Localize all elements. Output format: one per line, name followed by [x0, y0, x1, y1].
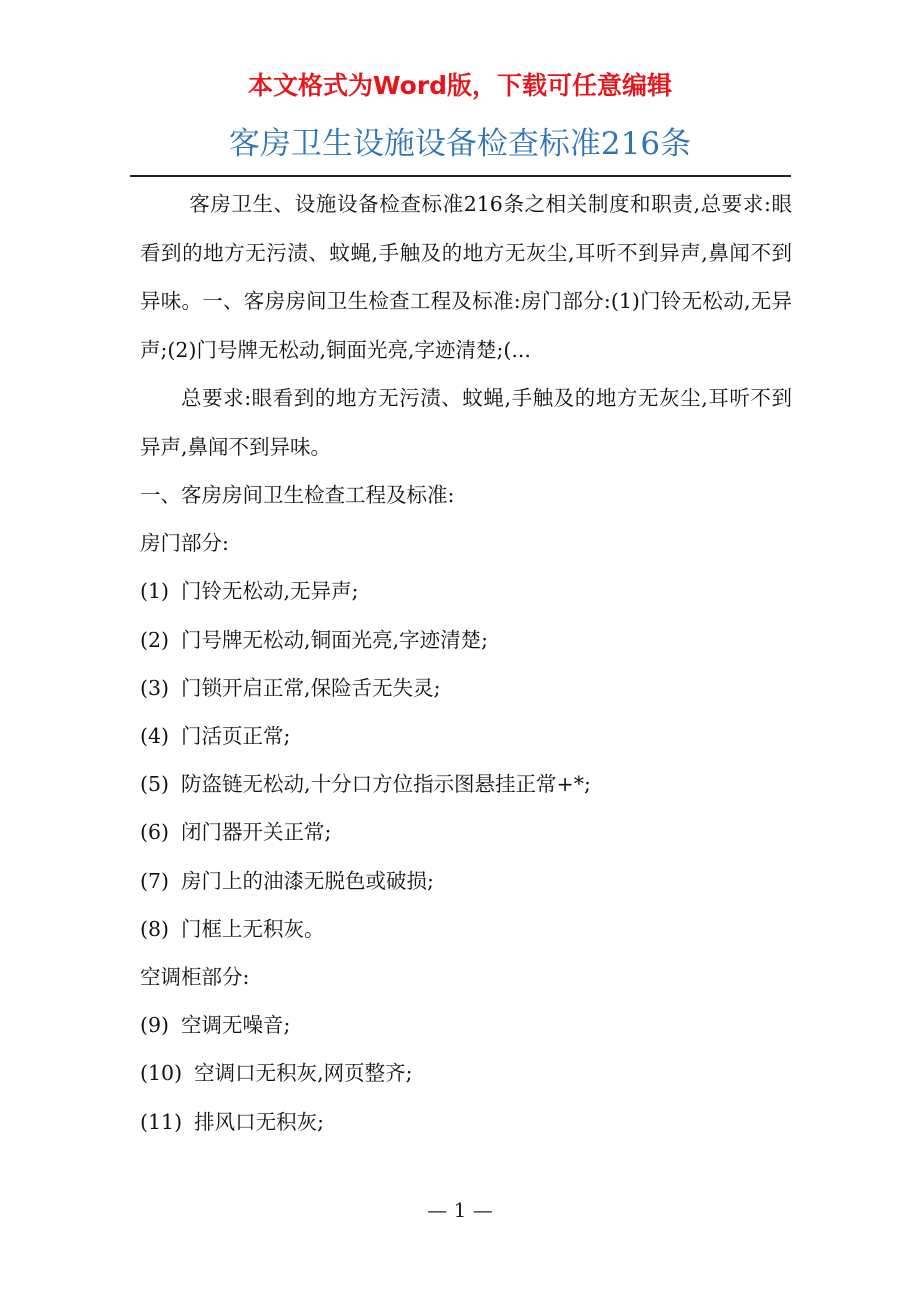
- item-text: 门框上无积灰。: [181, 916, 325, 941]
- list-item: [140, 1098, 792, 1146]
- document-body: [140, 180, 792, 1146]
- page-number: — 1 —: [427, 1198, 493, 1222]
- item-number: (2): [140, 627, 170, 652]
- list-item: [140, 664, 792, 712]
- editable-notice-banner: 本文格式为Word版，下载可任意编辑: [247, 71, 673, 100]
- item-number: (8): [140, 916, 170, 941]
- item-number: (6): [140, 820, 170, 845]
- requirement-paragraph: 总要求:眼看到的地方无污渍、蚊蝇,手触及的地方无灰尘,耳听不到异声,鼻闻不到异味。: [140, 386, 792, 459]
- document-title: 客房卫生设施设备检查标准216条: [228, 126, 692, 162]
- item-number: (10): [140, 1061, 183, 1086]
- list-item: [140, 760, 792, 808]
- item-number: (5): [140, 772, 170, 797]
- list-item: [140, 567, 792, 615]
- list-item: [140, 616, 792, 664]
- ac-section-heading: 空调柜部分:: [140, 965, 250, 990]
- item-text: 排风口无积灰;: [194, 1109, 325, 1134]
- item-text: 防盗链无松动,十分口方位指示图悬挂正常+*;: [181, 772, 591, 797]
- item-number: (1): [140, 579, 170, 604]
- item-text: 门铃无松动,无异声;: [181, 579, 359, 604]
- list-item: [140, 905, 792, 953]
- item-text: 空调无噪音;: [181, 1013, 291, 1038]
- item-number: (11): [140, 1109, 183, 1134]
- item-text: 门号牌无松动,铜面光亮,字迹清楚;: [181, 627, 488, 652]
- item-number: (4): [140, 724, 170, 749]
- title-divider: [130, 175, 791, 177]
- item-text: 空调口无积灰,网页整齐;: [194, 1061, 413, 1086]
- ac-items-list: [140, 1001, 792, 1146]
- list-item: [140, 1001, 792, 1049]
- list-item: [140, 1049, 792, 1097]
- item-text: 闭门器开关正常;: [181, 820, 332, 845]
- list-item: [140, 712, 792, 760]
- item-text: 门活页正常;: [181, 724, 291, 749]
- item-number: (7): [140, 868, 170, 893]
- summary-paragraph: 客房卫生、设施设备检查标准216条之相关制度和职责,总要求:眼看到的地方无污渍、蚊蝇,手触及的地方无灰尘,耳听不到异声,鼻闻不到异味。一、客房房间卫生检查工程及标准:房门部分:(1)门铃无松动,无异声;(2)门号牌无松动,铜面光亮,字迹清楚;(...: [140, 192, 792, 362]
- list-item: [140, 857, 792, 905]
- item-text: 门锁开启正常,保险舌无失灵;: [181, 675, 441, 700]
- item-number: (9): [140, 1013, 170, 1038]
- door-items-list: [140, 567, 792, 953]
- list-item: [140, 808, 792, 856]
- item-number: (3): [140, 675, 170, 700]
- item-text: 房门上的油漆无脱色或破损;: [181, 868, 434, 893]
- door-section-heading: 房门部分:: [140, 531, 229, 556]
- section-heading: 一、客房房间卫生检查工程及标准:: [140, 483, 455, 507]
